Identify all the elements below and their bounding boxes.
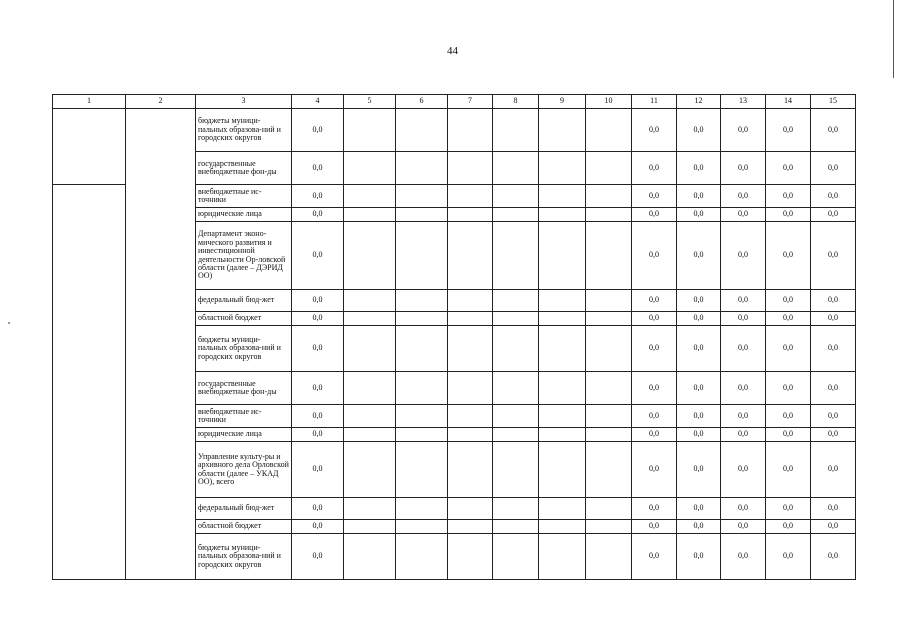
cell-c7 (448, 534, 493, 580)
cell-c5 (344, 185, 396, 208)
cell-c8 (493, 312, 539, 326)
cell-c15: 0,0 (811, 312, 856, 326)
cell-c4: 0,0 (292, 109, 344, 152)
cell-c9 (539, 152, 586, 185)
cell-c15: 0,0 (811, 534, 856, 580)
cell-c12: 0,0 (677, 290, 721, 312)
cell-c14: 0,0 (766, 498, 811, 520)
cell-c14: 0,0 (766, 520, 811, 534)
cell-c14: 0,0 (766, 222, 811, 290)
cell-c13: 0,0 (721, 222, 766, 290)
cell-c12: 0,0 (677, 222, 721, 290)
cell-c11: 0,0 (632, 222, 677, 290)
cell-c6 (396, 428, 448, 442)
cell-c9 (539, 520, 586, 534)
cell-c9 (539, 208, 586, 222)
cell-c6 (396, 185, 448, 208)
cell-c9 (539, 326, 586, 372)
cell-c5 (344, 326, 396, 372)
cell-c8 (493, 222, 539, 290)
cell-c14: 0,0 (766, 534, 811, 580)
cell-c15: 0,0 (811, 520, 856, 534)
cell-c7 (448, 312, 493, 326)
header-row (53, 95, 856, 109)
cell-c6 (396, 372, 448, 405)
cell-c12: 0,0 (677, 152, 721, 185)
cell-c10 (586, 152, 632, 185)
header-cell: 13 (721, 95, 766, 109)
cell-c7 (448, 405, 493, 428)
header-cell: 4 (292, 95, 344, 109)
cell-c4: 0,0 (292, 520, 344, 534)
cell-c8 (493, 534, 539, 580)
header-cell: 3 (196, 95, 292, 109)
row-name: областной бюджет (196, 312, 292, 326)
cell-c13: 0,0 (721, 208, 766, 222)
cell-c10 (586, 208, 632, 222)
row-name: юридические лица (196, 208, 292, 222)
cell-c12: 0,0 (677, 372, 721, 405)
cell-c6 (396, 152, 448, 185)
cell-c8 (493, 498, 539, 520)
cell-c7 (448, 520, 493, 534)
cell-c14: 0,0 (766, 442, 811, 498)
cell-c14: 0,0 (766, 326, 811, 372)
row-name: Управление культу-ры и архивного дела Орловской области (далее – УКАД ОО), всего (196, 442, 292, 498)
cell-c13: 0,0 (721, 326, 766, 372)
row-name: внебюджетные ис-точники (196, 185, 292, 208)
cell-c11: 0,0 (632, 534, 677, 580)
cell-c5 (344, 372, 396, 405)
cell-c13: 0,0 (721, 109, 766, 152)
cell-c15: 0,0 (811, 208, 856, 222)
cell-c5 (344, 520, 396, 534)
cell-c5 (344, 442, 396, 498)
cell-c15: 0,0 (811, 185, 856, 208)
cell-c11: 0,0 (632, 498, 677, 520)
header-cell: 5 (344, 95, 396, 109)
cell-c9 (539, 442, 586, 498)
cell-c7 (448, 498, 493, 520)
cell-c14: 0,0 (766, 428, 811, 442)
cell-c6 (396, 442, 448, 498)
cell-c12: 0,0 (677, 405, 721, 428)
cell-c9 (539, 372, 586, 405)
cell-c10 (586, 534, 632, 580)
cell-c14: 0,0 (766, 290, 811, 312)
cell-c12: 0,0 (677, 326, 721, 372)
row-name: внебюджетные ис-точники (196, 405, 292, 428)
cell-c15: 0,0 (811, 405, 856, 428)
cell-c10 (586, 405, 632, 428)
cell-c7 (448, 326, 493, 372)
header-cell: 11 (632, 95, 677, 109)
cell-c11: 0,0 (632, 185, 677, 208)
cell-c8 (493, 428, 539, 442)
cell-c9 (539, 109, 586, 152)
row-name: Департамент эконо-мического развития и инвестиционной деятельности Ор-ловской области (далее – ДЭРИД ОО) (196, 222, 292, 290)
col2-cell (126, 109, 196, 580)
cell-c8 (493, 520, 539, 534)
cell-c11: 0,0 (632, 428, 677, 442)
cell-c10 (586, 290, 632, 312)
cell-c13: 0,0 (721, 312, 766, 326)
cell-c10 (586, 498, 632, 520)
cell-c15: 0,0 (811, 222, 856, 290)
cell-c15: 0,0 (811, 428, 856, 442)
cell-c6 (396, 326, 448, 372)
cell-c5 (344, 498, 396, 520)
cell-c13: 0,0 (721, 534, 766, 580)
cell-c6 (396, 208, 448, 222)
cell-c7 (448, 152, 493, 185)
cell-c8 (493, 372, 539, 405)
cell-c8 (493, 185, 539, 208)
cell-c9 (539, 185, 586, 208)
cell-c7 (448, 372, 493, 405)
cell-c12: 0,0 (677, 185, 721, 208)
cell-c10 (586, 428, 632, 442)
cell-c12: 0,0 (677, 520, 721, 534)
header-cell: 10 (586, 95, 632, 109)
header-cell: 7 (448, 95, 493, 109)
cell-c6 (396, 520, 448, 534)
cell-c15: 0,0 (811, 152, 856, 185)
cell-c8 (493, 326, 539, 372)
cell-c7 (448, 428, 493, 442)
cell-c4: 0,0 (292, 498, 344, 520)
cell-c6 (396, 498, 448, 520)
row-name: государственные внебюджетные фон-ды (196, 372, 292, 405)
cell-c5 (344, 222, 396, 290)
cell-c12: 0,0 (677, 312, 721, 326)
cell-c10 (586, 372, 632, 405)
cell-c5 (344, 109, 396, 152)
row-name: областной бюджет (196, 520, 292, 534)
header-cell: 9 (539, 95, 586, 109)
cell-c9 (539, 290, 586, 312)
cell-c15: 0,0 (811, 326, 856, 372)
cell-c11: 0,0 (632, 152, 677, 185)
header-cell: 12 (677, 95, 721, 109)
cell-c6 (396, 109, 448, 152)
row-name: бюджеты муници-пальных образова-ний и городских округов (196, 534, 292, 580)
cell-c8 (493, 405, 539, 428)
cell-c7 (448, 222, 493, 290)
cell-c11: 0,0 (632, 109, 677, 152)
cell-c5 (344, 208, 396, 222)
cell-c8 (493, 290, 539, 312)
cell-c8 (493, 442, 539, 498)
row-name: федеральный бюд-жет (196, 498, 292, 520)
cell-c4: 0,0 (292, 405, 344, 428)
cell-c10 (586, 222, 632, 290)
cell-c4: 0,0 (292, 326, 344, 372)
cell-c12: 0,0 (677, 109, 721, 152)
cell-c6 (396, 312, 448, 326)
header-cell: 6 (396, 95, 448, 109)
budget-table (52, 94, 856, 580)
cell-c13: 0,0 (721, 372, 766, 405)
cell-c13: 0,0 (721, 290, 766, 312)
cell-c5 (344, 534, 396, 580)
cell-c12: 0,0 (677, 428, 721, 442)
cell-c13: 0,0 (721, 428, 766, 442)
cell-c10 (586, 326, 632, 372)
cell-c11: 0,0 (632, 442, 677, 498)
header-cell: 2 (126, 95, 196, 109)
cell-c10 (586, 312, 632, 326)
cell-c14: 0,0 (766, 312, 811, 326)
cell-c11: 0,0 (632, 372, 677, 405)
cell-c14: 0,0 (766, 405, 811, 428)
cell-c9 (539, 428, 586, 442)
col1-cell (53, 109, 126, 185)
cell-c4: 0,0 (292, 152, 344, 185)
cell-c4: 0,0 (292, 534, 344, 580)
cell-c7 (448, 185, 493, 208)
row-name: бюджеты муници-пальных образова-ний и городских округов (196, 326, 292, 372)
col1-cell (53, 185, 126, 580)
row-name: юридические лица (196, 428, 292, 442)
cell-c5 (344, 428, 396, 442)
row-name: государственные внебюджетные фон-ды (196, 152, 292, 185)
cell-c14: 0,0 (766, 185, 811, 208)
cell-c11: 0,0 (632, 326, 677, 372)
cell-c4: 0,0 (292, 442, 344, 498)
cell-c8 (493, 109, 539, 152)
page-number: 44 (447, 45, 458, 57)
cell-c6 (396, 290, 448, 312)
cell-c5 (344, 405, 396, 428)
cell-c15: 0,0 (811, 290, 856, 312)
cell-c13: 0,0 (721, 498, 766, 520)
header-cell: 14 (766, 95, 811, 109)
cell-c7 (448, 290, 493, 312)
cell-c13: 0,0 (721, 442, 766, 498)
cell-c15: 0,0 (811, 442, 856, 498)
cell-c13: 0,0 (721, 185, 766, 208)
cell-c4: 0,0 (292, 312, 344, 326)
cell-c13: 0,0 (721, 152, 766, 185)
cell-c9 (539, 405, 586, 428)
row-name: бюджеты муници-пальных образова-ний и городских округов (196, 109, 292, 152)
cell-c11: 0,0 (632, 405, 677, 428)
cell-c10 (586, 442, 632, 498)
cell-c4: 0,0 (292, 290, 344, 312)
cell-c9 (539, 534, 586, 580)
cell-c15: 0,0 (811, 498, 856, 520)
cell-c9 (539, 222, 586, 290)
page-edge-mark (893, 0, 894, 78)
cell-c15: 0,0 (811, 109, 856, 152)
cell-c7 (448, 208, 493, 222)
cell-c6 (396, 222, 448, 290)
cell-c11: 0,0 (632, 520, 677, 534)
header-cell: 8 (493, 95, 539, 109)
cell-c10 (586, 185, 632, 208)
cell-c6 (396, 405, 448, 428)
cell-c13: 0,0 (721, 520, 766, 534)
cell-c12: 0,0 (677, 534, 721, 580)
header-cell: 15 (811, 95, 856, 109)
cell-c4: 0,0 (292, 208, 344, 222)
row-name: федеральный бюд-жет (196, 290, 292, 312)
table-body (53, 109, 856, 580)
cell-c12: 0,0 (677, 442, 721, 498)
cell-c14: 0,0 (766, 152, 811, 185)
cell-c4: 0,0 (292, 428, 344, 442)
cell-c7 (448, 442, 493, 498)
scan-speck (8, 322, 10, 324)
cell-c12: 0,0 (677, 208, 721, 222)
cell-c5 (344, 152, 396, 185)
cell-c12: 0,0 (677, 498, 721, 520)
cell-c14: 0,0 (766, 109, 811, 152)
cell-c4: 0,0 (292, 372, 344, 405)
cell-c9 (539, 498, 586, 520)
cell-c11: 0,0 (632, 312, 677, 326)
cell-c5 (344, 312, 396, 326)
cell-c9 (539, 312, 586, 326)
cell-c4: 0,0 (292, 185, 344, 208)
cell-c10 (586, 520, 632, 534)
cell-c14: 0,0 (766, 372, 811, 405)
cell-c5 (344, 290, 396, 312)
cell-c11: 0,0 (632, 290, 677, 312)
cell-c8 (493, 208, 539, 222)
cell-c7 (448, 109, 493, 152)
cell-c11: 0,0 (632, 208, 677, 222)
cell-c4: 0,0 (292, 222, 344, 290)
cell-c8 (493, 152, 539, 185)
cell-c14: 0,0 (766, 208, 811, 222)
header-cell: 1 (53, 95, 126, 109)
table-row (53, 109, 856, 152)
cell-c13: 0,0 (721, 405, 766, 428)
cell-c6 (396, 534, 448, 580)
cell-c15: 0,0 (811, 372, 856, 405)
cell-c10 (586, 109, 632, 152)
